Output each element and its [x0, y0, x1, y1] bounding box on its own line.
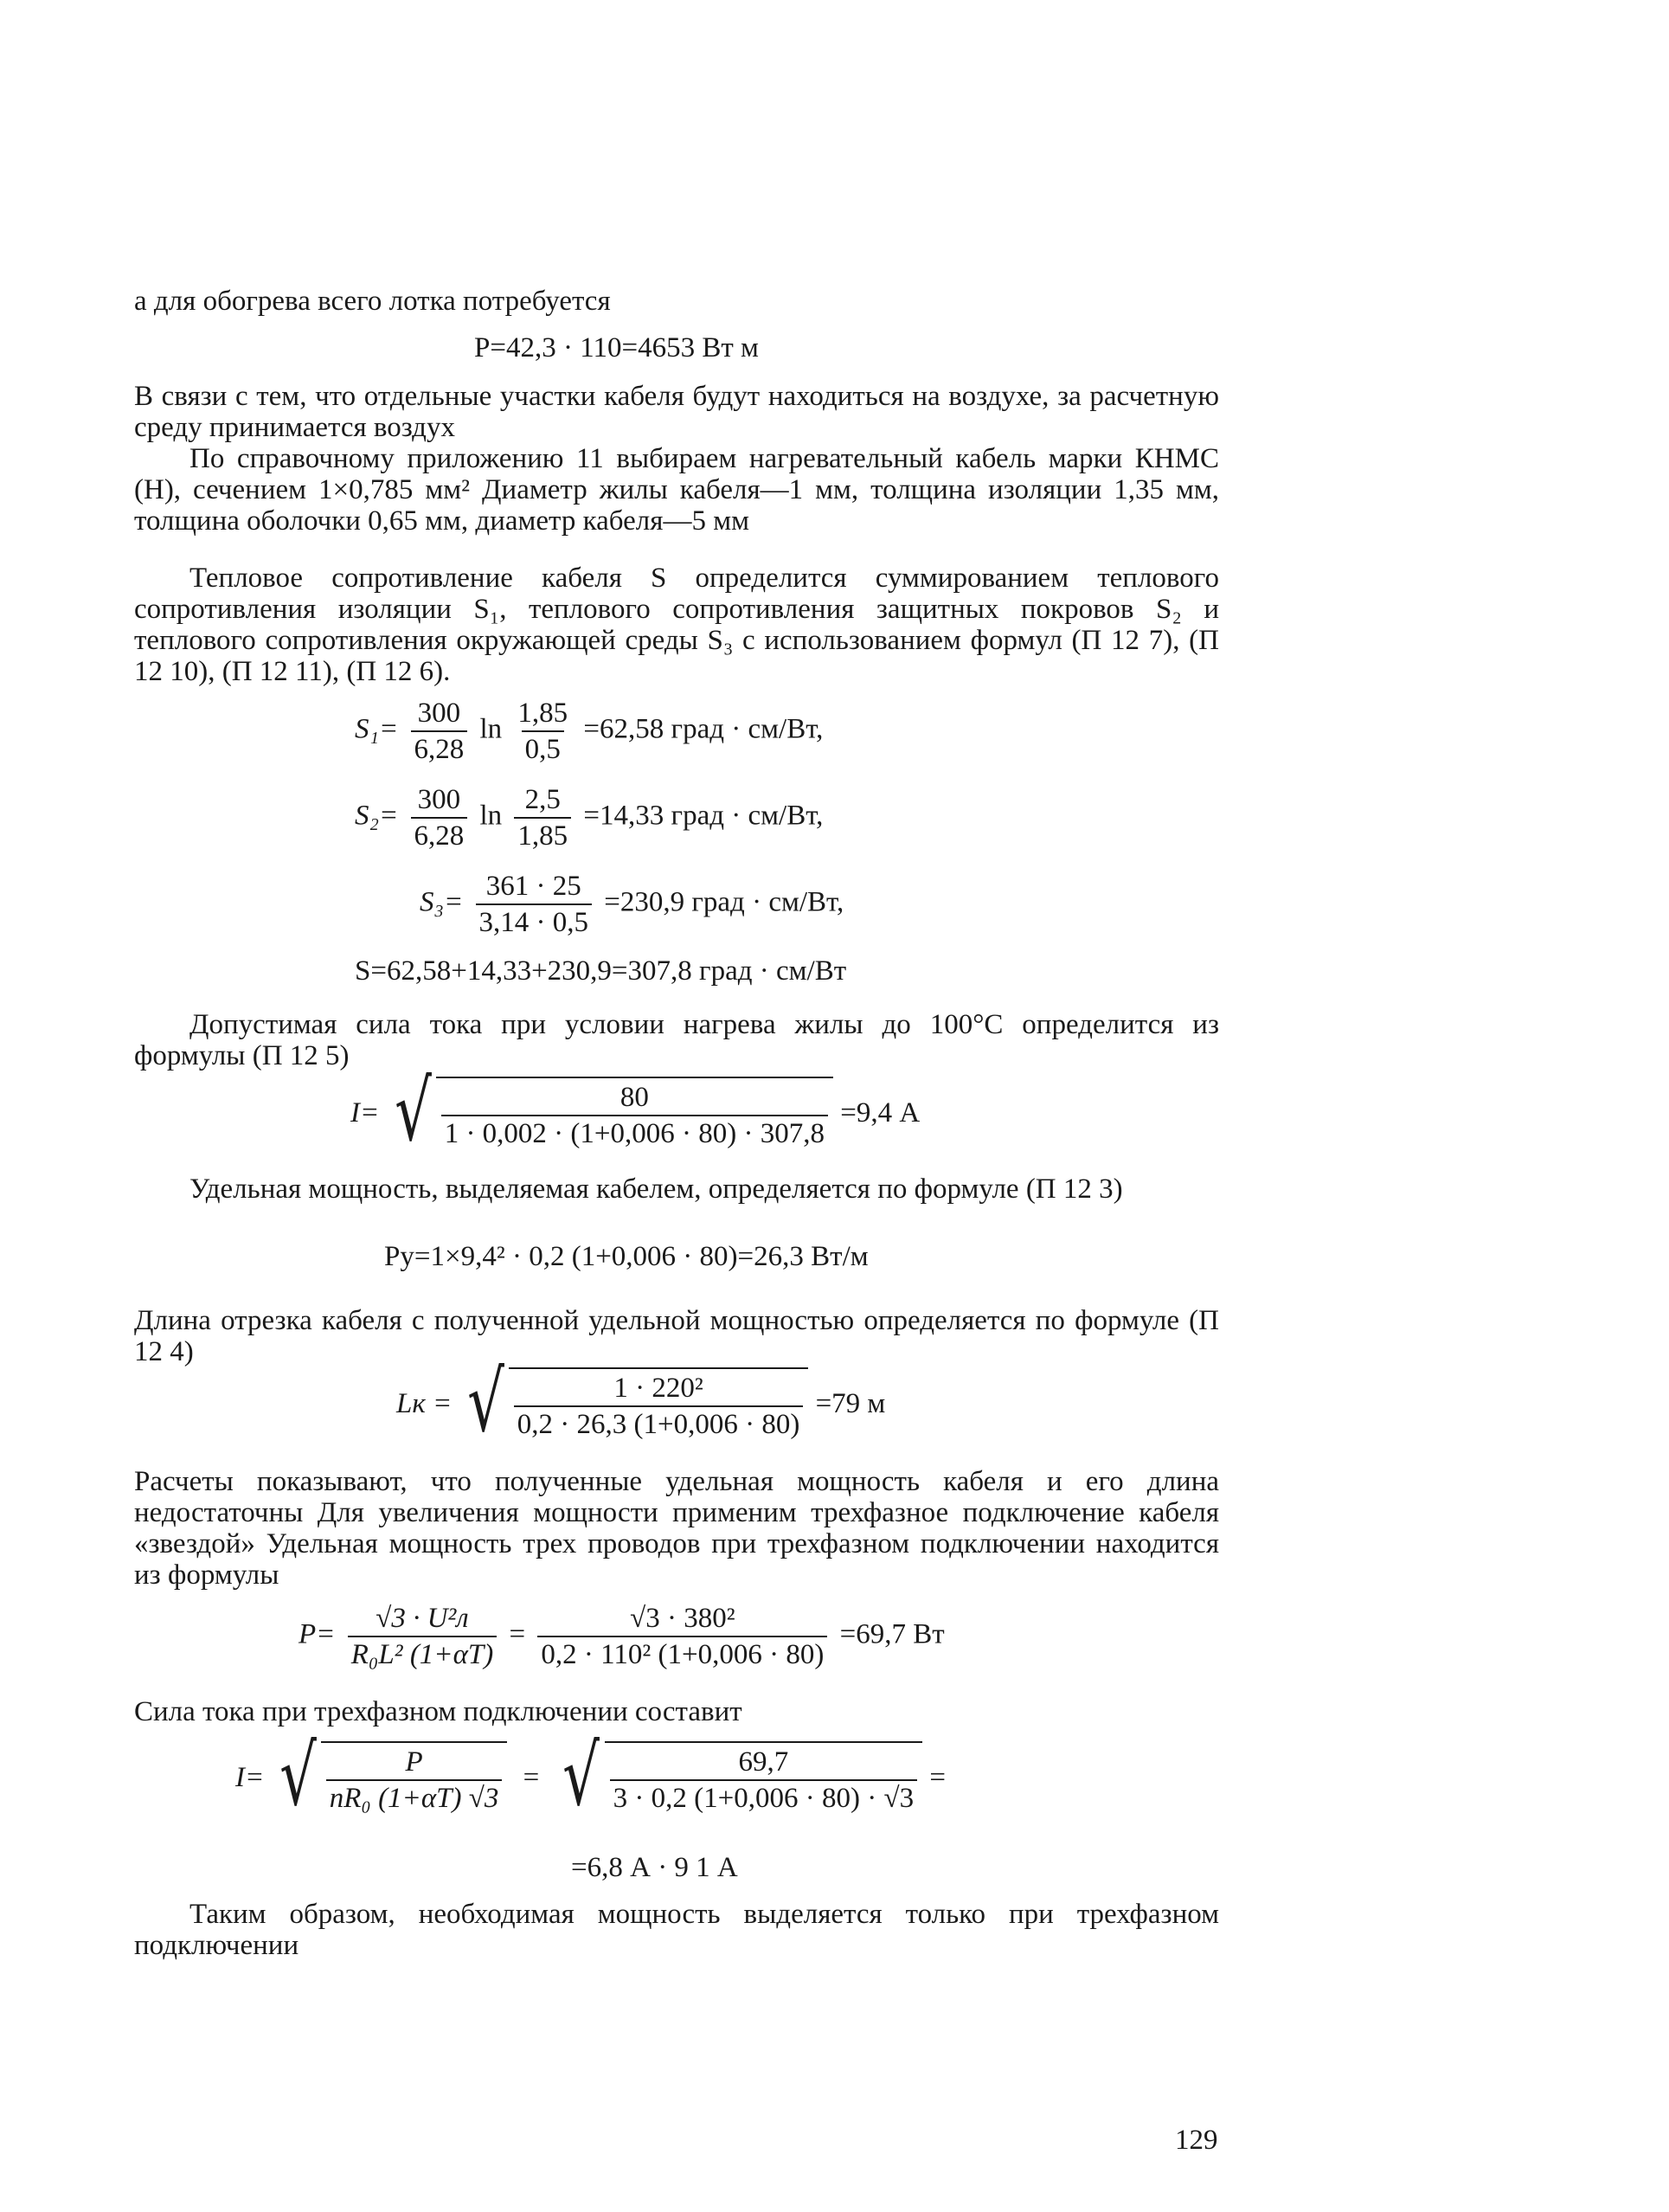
- current-result: =9,4 А: [840, 1097, 921, 1129]
- paragraph-text: Допустимая сила тока при условии нагрева жилы до 100°С определится из формулы (П 12 5): [134, 1009, 1219, 1071]
- s1-lhs: S₁=: [355, 713, 399, 745]
- paragraph-thermal-resistance: [134, 563, 1219, 687]
- i3-fraction-2: $\frac{69,7}{3 \cdot 0,2 (1+0,006 \cdot 80) \cdot √3}$: [610, 1746, 917, 1814]
- paragraph-text: Длина отрезка кабеля с полученной удельной мощностью определяется по формуле (П 12 4): [134, 1305, 1219, 1367]
- s3-result: =230,9 град · см/Вт,: [604, 886, 844, 918]
- paragraph-text: Тепловое сопротивление кабеля S определится суммированием теплового сопротивления изоляции S₁, теплового сопротивления защитных покровов S₂ и теплового сопротивления окружающей среды S₃ с использованием формул (П 12 7), (П 12 10), (П 12 11), (П 12 6).: [134, 563, 1219, 687]
- i3-equals: =: [523, 1762, 540, 1793]
- length-lhs: Lк =: [396, 1388, 453, 1419]
- s2-fraction-1: $\frac{300}{6,28}$: [411, 784, 468, 852]
- paragraph-text: В связи с тем, что отдельные участки кабеля будут находиться на воздухе, за расчетную среду принимается воздух: [134, 381, 1219, 443]
- equation-current: [350, 1063, 921, 1160]
- i3-trailing-equals: =: [929, 1762, 946, 1793]
- i3-fraction-1: $\frac{P}{\text{nR₀ (1+αT) √3}}$: [326, 1746, 503, 1814]
- paragraph-conclusion: [134, 1899, 1219, 1961]
- radical-sign: √: [279, 1727, 317, 1824]
- s2-fraction-2: $\frac{2,5}{1,85}$: [514, 784, 571, 852]
- page-number: 129: [1175, 2125, 1218, 2156]
- s1-result: =62,58 град · см/Вт,: [583, 713, 824, 745]
- paragraph-specific-power: [134, 1174, 1219, 1205]
- i3-sqrt-1: [272, 1727, 508, 1824]
- current-lhs: I=: [350, 1097, 380, 1129]
- current-sqrt: [387, 1063, 833, 1160]
- radical-sign: √: [394, 1063, 432, 1160]
- paragraph-three-phase: [134, 1466, 1219, 1591]
- radical-sign: √: [562, 1727, 600, 1824]
- equation-specific-power: Pу=1×9,4² · 0,2 (1+0,006 · 80)=26,3 Вт/м: [384, 1241, 869, 1272]
- equation-three-phase-power: [298, 1603, 945, 1670]
- equation-s3: [420, 871, 844, 938]
- paragraph-intro: а для обогрева всего лотка потребуется: [134, 286, 611, 317]
- paragraph-air-medium: [134, 381, 1219, 443]
- paragraph-length: [134, 1305, 1219, 1367]
- length-result: =79 м: [815, 1388, 886, 1419]
- s3-lhs: S₃=: [420, 886, 464, 918]
- p3-fraction-1: $\frac{\text{√3 · U²л}}{\text{R₀L² (1+αT)}}$: [348, 1603, 497, 1670]
- s1-fraction-1: $\frac{300}{6,28}$: [411, 698, 468, 765]
- current-fraction: $\frac{80}{1 \cdot 0,002 \cdot (1+0,006 \cdot 80) \cdot 307,8}$: [441, 1082, 828, 1149]
- equation-length: [396, 1354, 886, 1450]
- s2-ln: ln: [479, 800, 503, 832]
- paragraph-three-phase-current: Сила тока при трехфазном подключении составит: [134, 1696, 742, 1727]
- equation-s-total: S=62,58+14,33+230,9=307,8 град · см/Вт: [355, 955, 847, 987]
- length-sqrt: [459, 1354, 809, 1450]
- paragraph-text: Расчеты показывают, что полученные удельная мощность кабеля и его длина недостаточны Для увеличения мощности применим трехфазное подключение кабеля «звездой» Удельная мощность трех проводов при трехфазном подключении находится из формулы: [134, 1466, 1219, 1591]
- paragraph-current: [134, 1009, 1219, 1071]
- i3-lhs: I=: [235, 1762, 265, 1793]
- p3-fraction-2: $\frac{\text{√3 · 380²}}{\text{0,2 · 110² (1+0,006 · 80)}}$: [537, 1603, 827, 1670]
- equation-three-phase-current-result: =6,8 А · 9 1 А: [571, 1852, 738, 1883]
- p3-equals: =: [509, 1618, 526, 1650]
- s2-result: =14,33 град · см/Вт,: [583, 800, 824, 832]
- p3-lhs: P=: [298, 1618, 336, 1650]
- paragraph-text: Удельная мощность, выделяемая кабелем, определяется по формуле (П 12 3): [189, 1174, 1123, 1205]
- equation-s2: [355, 784, 823, 852]
- length-fraction: $\frac{\text{1 · 220²}}{0,2 \cdot 26,3 (1+0,006 \cdot 80)}$: [514, 1373, 804, 1440]
- equation-total-power: P=42,3 · 110=4653 Вт м: [474, 332, 759, 363]
- s2-lhs: S₂=: [355, 800, 399, 832]
- paragraph-text: Таким образом, необходимая мощность выделяется только при трехфазном подключении: [134, 1899, 1219, 1961]
- radical-sign: √: [466, 1354, 504, 1450]
- s1-ln: ln: [479, 713, 503, 745]
- paragraph-cable-choice: [134, 443, 1219, 537]
- p3-result: =69,7 Вт: [839, 1618, 945, 1650]
- paragraph-text: По справочному приложению 11 выбираем нагревательный кабель марки КНМС (Н), сечением 1×0,785 мм² Диаметр жилы кабеля—1 мм, толщина изоляции 1,35 мм, толщина оболочки 0,65 мм, диаметр кабеля—5 мм: [134, 443, 1219, 537]
- i3-sqrt-2: [555, 1727, 922, 1824]
- equation-s1: [355, 698, 823, 765]
- equation-three-phase-current: [235, 1727, 946, 1824]
- s1-fraction-2: $\frac{1,85}{0,5}$: [517, 698, 568, 765]
- s3-fraction: $\frac{361 \cdot 25}{3,14 \cdot 0,5}$: [476, 871, 593, 938]
